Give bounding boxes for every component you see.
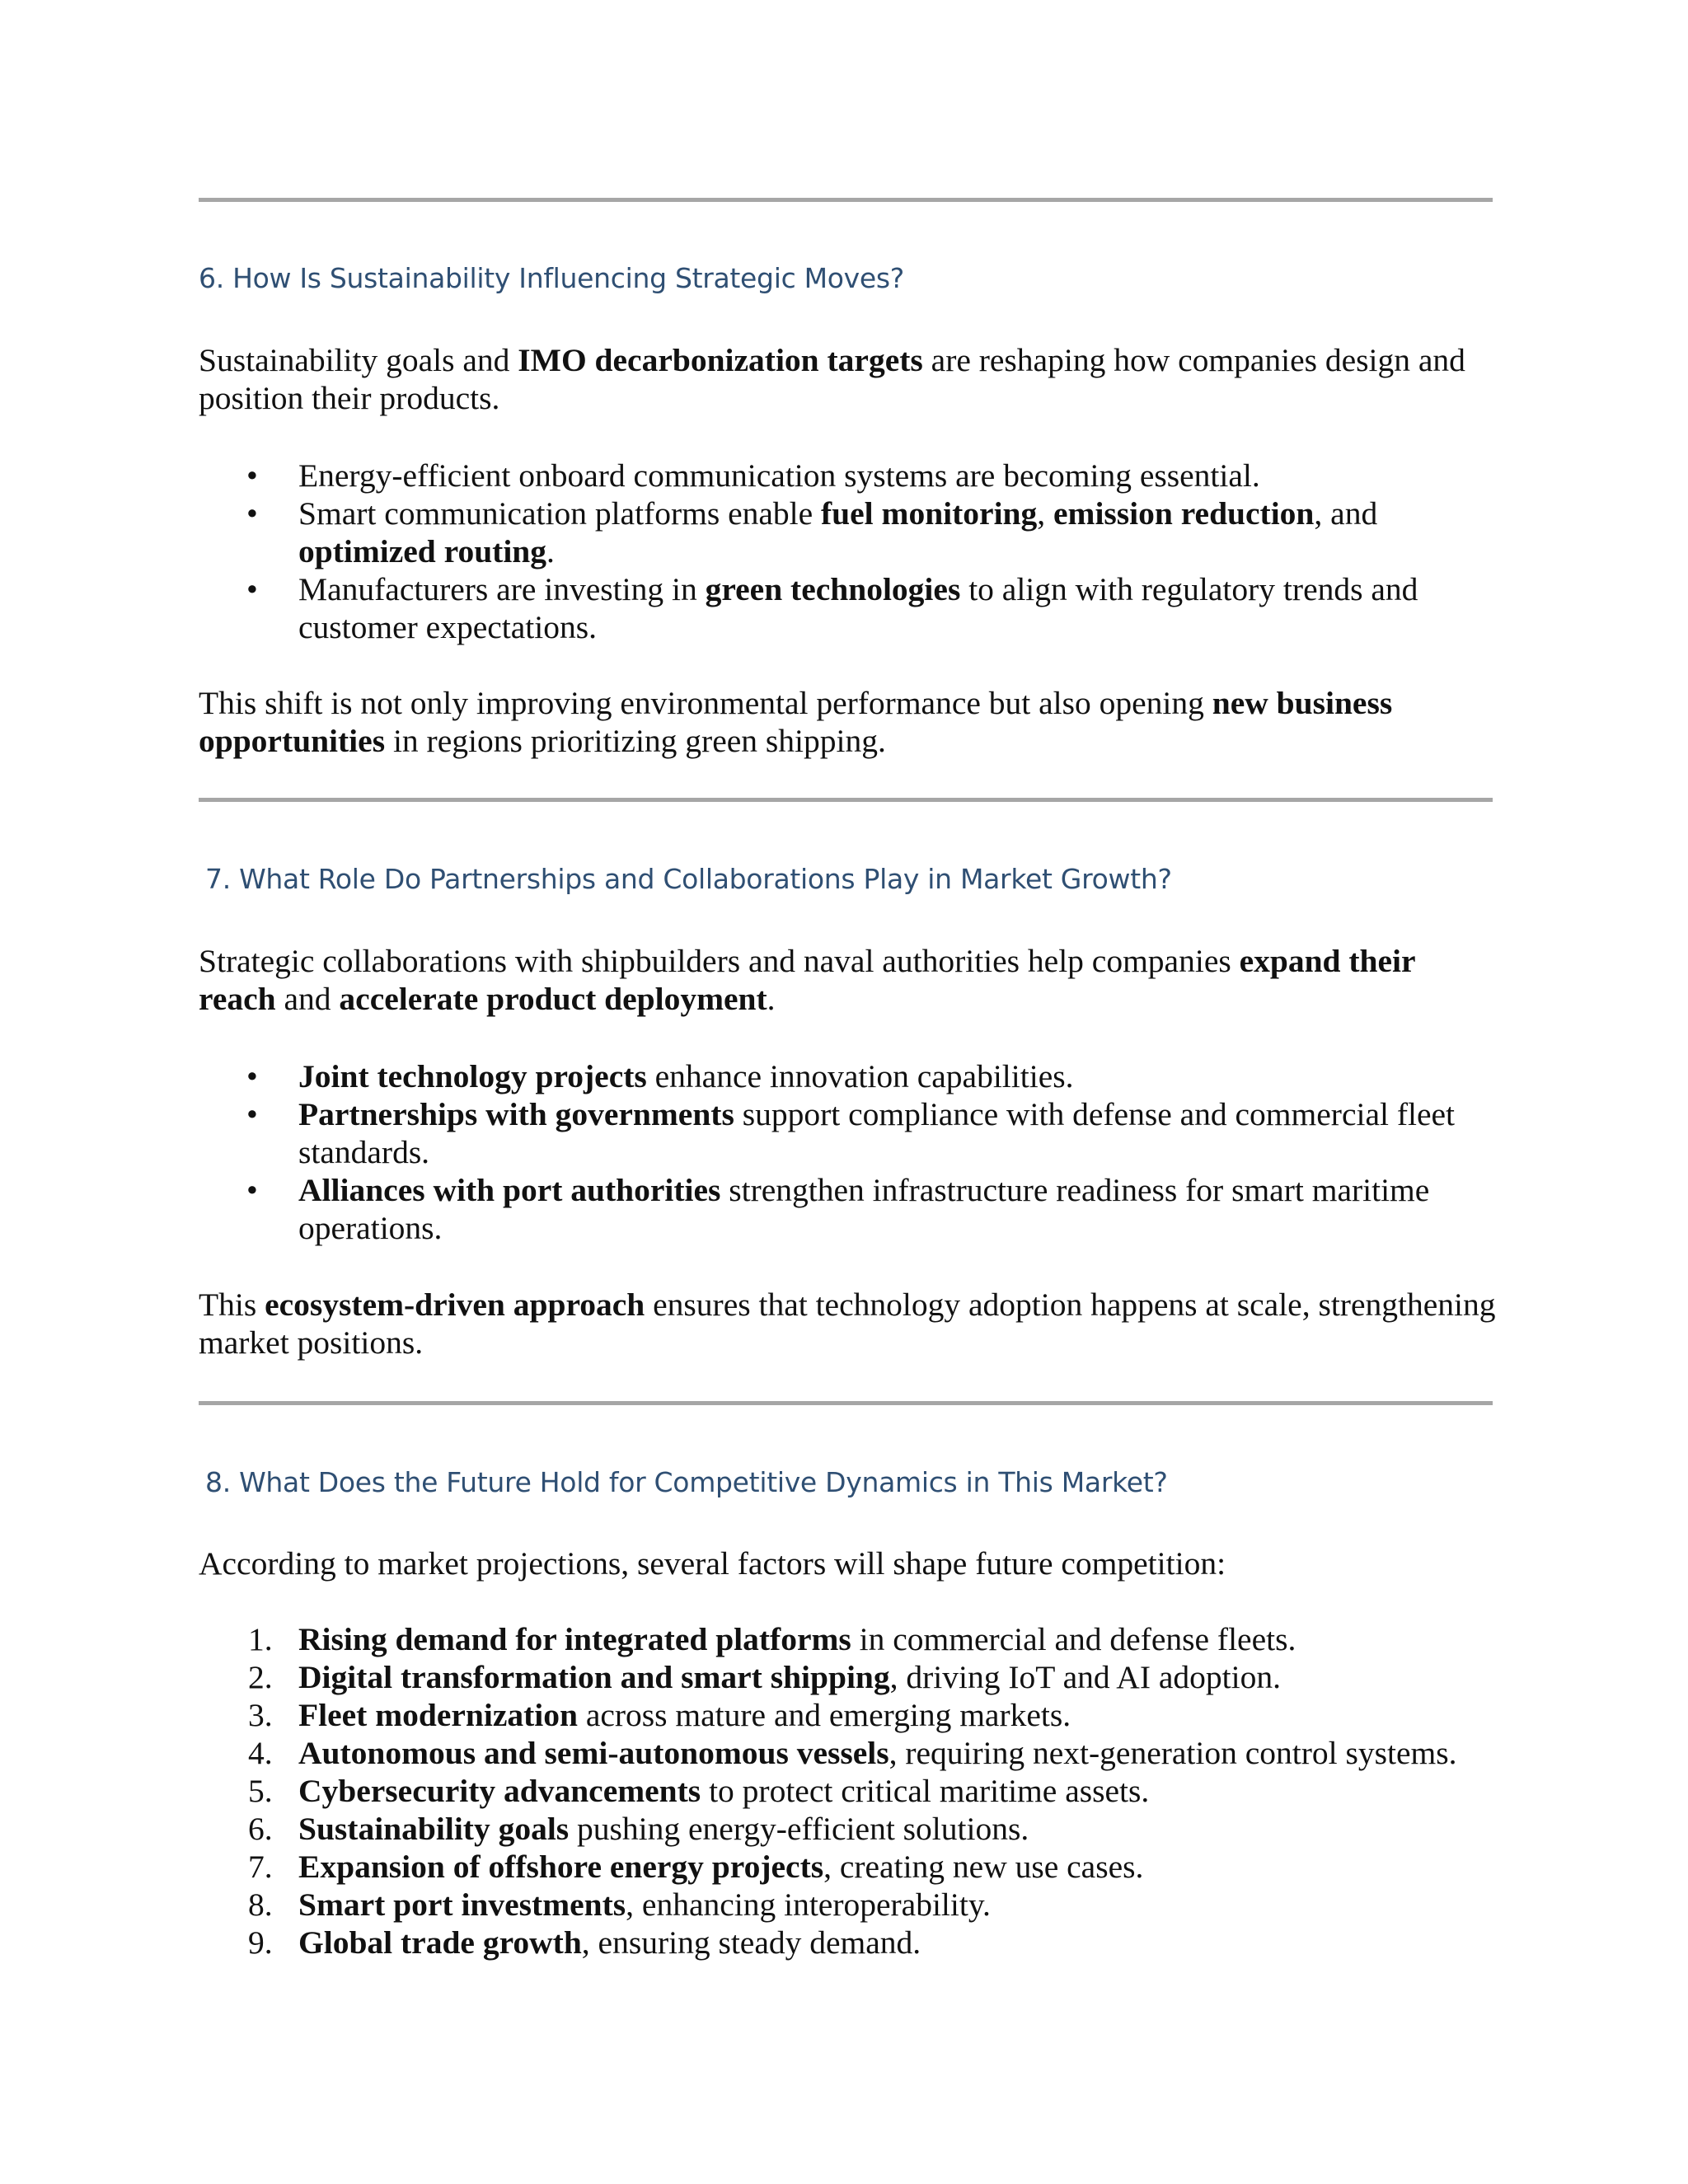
list-number: 1. (248, 1621, 273, 1657)
list-item: 5. Cybersecurity advancements to protect critical maritime assets. (248, 1773, 1150, 1809)
list-item: • Joint technology projects enhance innovation capabilities. (246, 1058, 1074, 1094)
section-6-intro: Sustainability goals and IMO decarbonization targets are reshaping how companies design and position their products. (199, 342, 1465, 416)
list-number: 5. (248, 1773, 273, 1809)
bullet-marker: • (246, 1096, 258, 1132)
list-item: 3. Fleet modernization across mature and emerging markets. (248, 1697, 1071, 1733)
list-number: 9. (248, 1924, 273, 1961)
section-8-numbered-list (199, 1620, 1497, 1961)
bullet-marker: • (246, 1172, 258, 1208)
list-item: • Manufacturers are investing in green technologies to align with regulatory trends and customer expectations. (246, 571, 1418, 645)
list-number: 4. (248, 1735, 273, 1771)
horizontal-rule (199, 198, 1493, 202)
section-7-outro: This ecosystem-driven approach ensures that technology adoption happens at scale, strengthening market positions. (199, 1286, 1496, 1361)
list-item: • Alliances with port authorities strengthen infrastructure readiness for smart maritime operations. (246, 1172, 1430, 1246)
section-heading-6: 6. How Is Sustainability Influencing Strategic Moves? (199, 262, 905, 294)
list-number: 2. (248, 1659, 273, 1695)
section-8-intro: According to market projections, several factors will shape future competition: (199, 1545, 1226, 1582)
section-7-bullet-list (199, 1057, 1497, 1247)
section-heading-8: 8. What Does the Future Hold for Competitive Dynamics in This Market? (205, 1466, 1168, 1498)
list-number: 7. (248, 1849, 273, 1885)
list-item: 2. Digital transformation and smart shipping, driving IoT and AI adoption. (248, 1659, 1281, 1695)
list-item: • Partnerships with governments support compliance with defense and commercial fleet standards. (246, 1096, 1455, 1170)
list-number: 6. (248, 1811, 273, 1847)
section-heading-7: 7. What Role Do Partnerships and Collaborations Play in Market Growth? (205, 863, 1172, 895)
horizontal-rule (199, 1401, 1493, 1405)
list-item: 9. Global trade growth, ensuring steady demand. (248, 1924, 921, 1961)
list-item: 6. Sustainability goals pushing energy-efficient solutions. (248, 1811, 1029, 1847)
horizontal-rule (199, 798, 1493, 802)
list-item: • Smart communication platforms enable fuel monitoring, emission reduction, and optimized routing. (246, 495, 1378, 569)
bullet-marker: • (246, 495, 258, 532)
list-item: 1. Rising demand for integrated platforms in commercial and defense fleets. (248, 1621, 1296, 1657)
bullet-marker: • (246, 571, 258, 607)
list-item: 7. Expansion of offshore energy projects, creating new use cases. (248, 1849, 1144, 1885)
list-number: 3. (248, 1697, 273, 1733)
section-7-intro: Strategic collaborations with shipbuilders and naval authorities help companies expand their reach and accelerate product deployment. (199, 943, 1415, 1017)
list-item: • Energy-efficient onboard communication systems are becoming essential. (246, 457, 1260, 494)
list-item: 4. Autonomous and semi-autonomous vessels, requiring next-generation control systems. (248, 1735, 1457, 1771)
section-6-outro: This shift is not only improving environmental performance but also opening new business opportunities in regions prioritizing green shipping. (199, 685, 1393, 759)
bullet-marker: • (246, 1058, 258, 1094)
bullet-marker: • (246, 457, 258, 494)
list-item: 8. Smart port investments, enhancing interoperability. (248, 1886, 991, 1923)
section-6-bullet-list (199, 457, 1497, 646)
list-number: 8. (248, 1886, 273, 1923)
